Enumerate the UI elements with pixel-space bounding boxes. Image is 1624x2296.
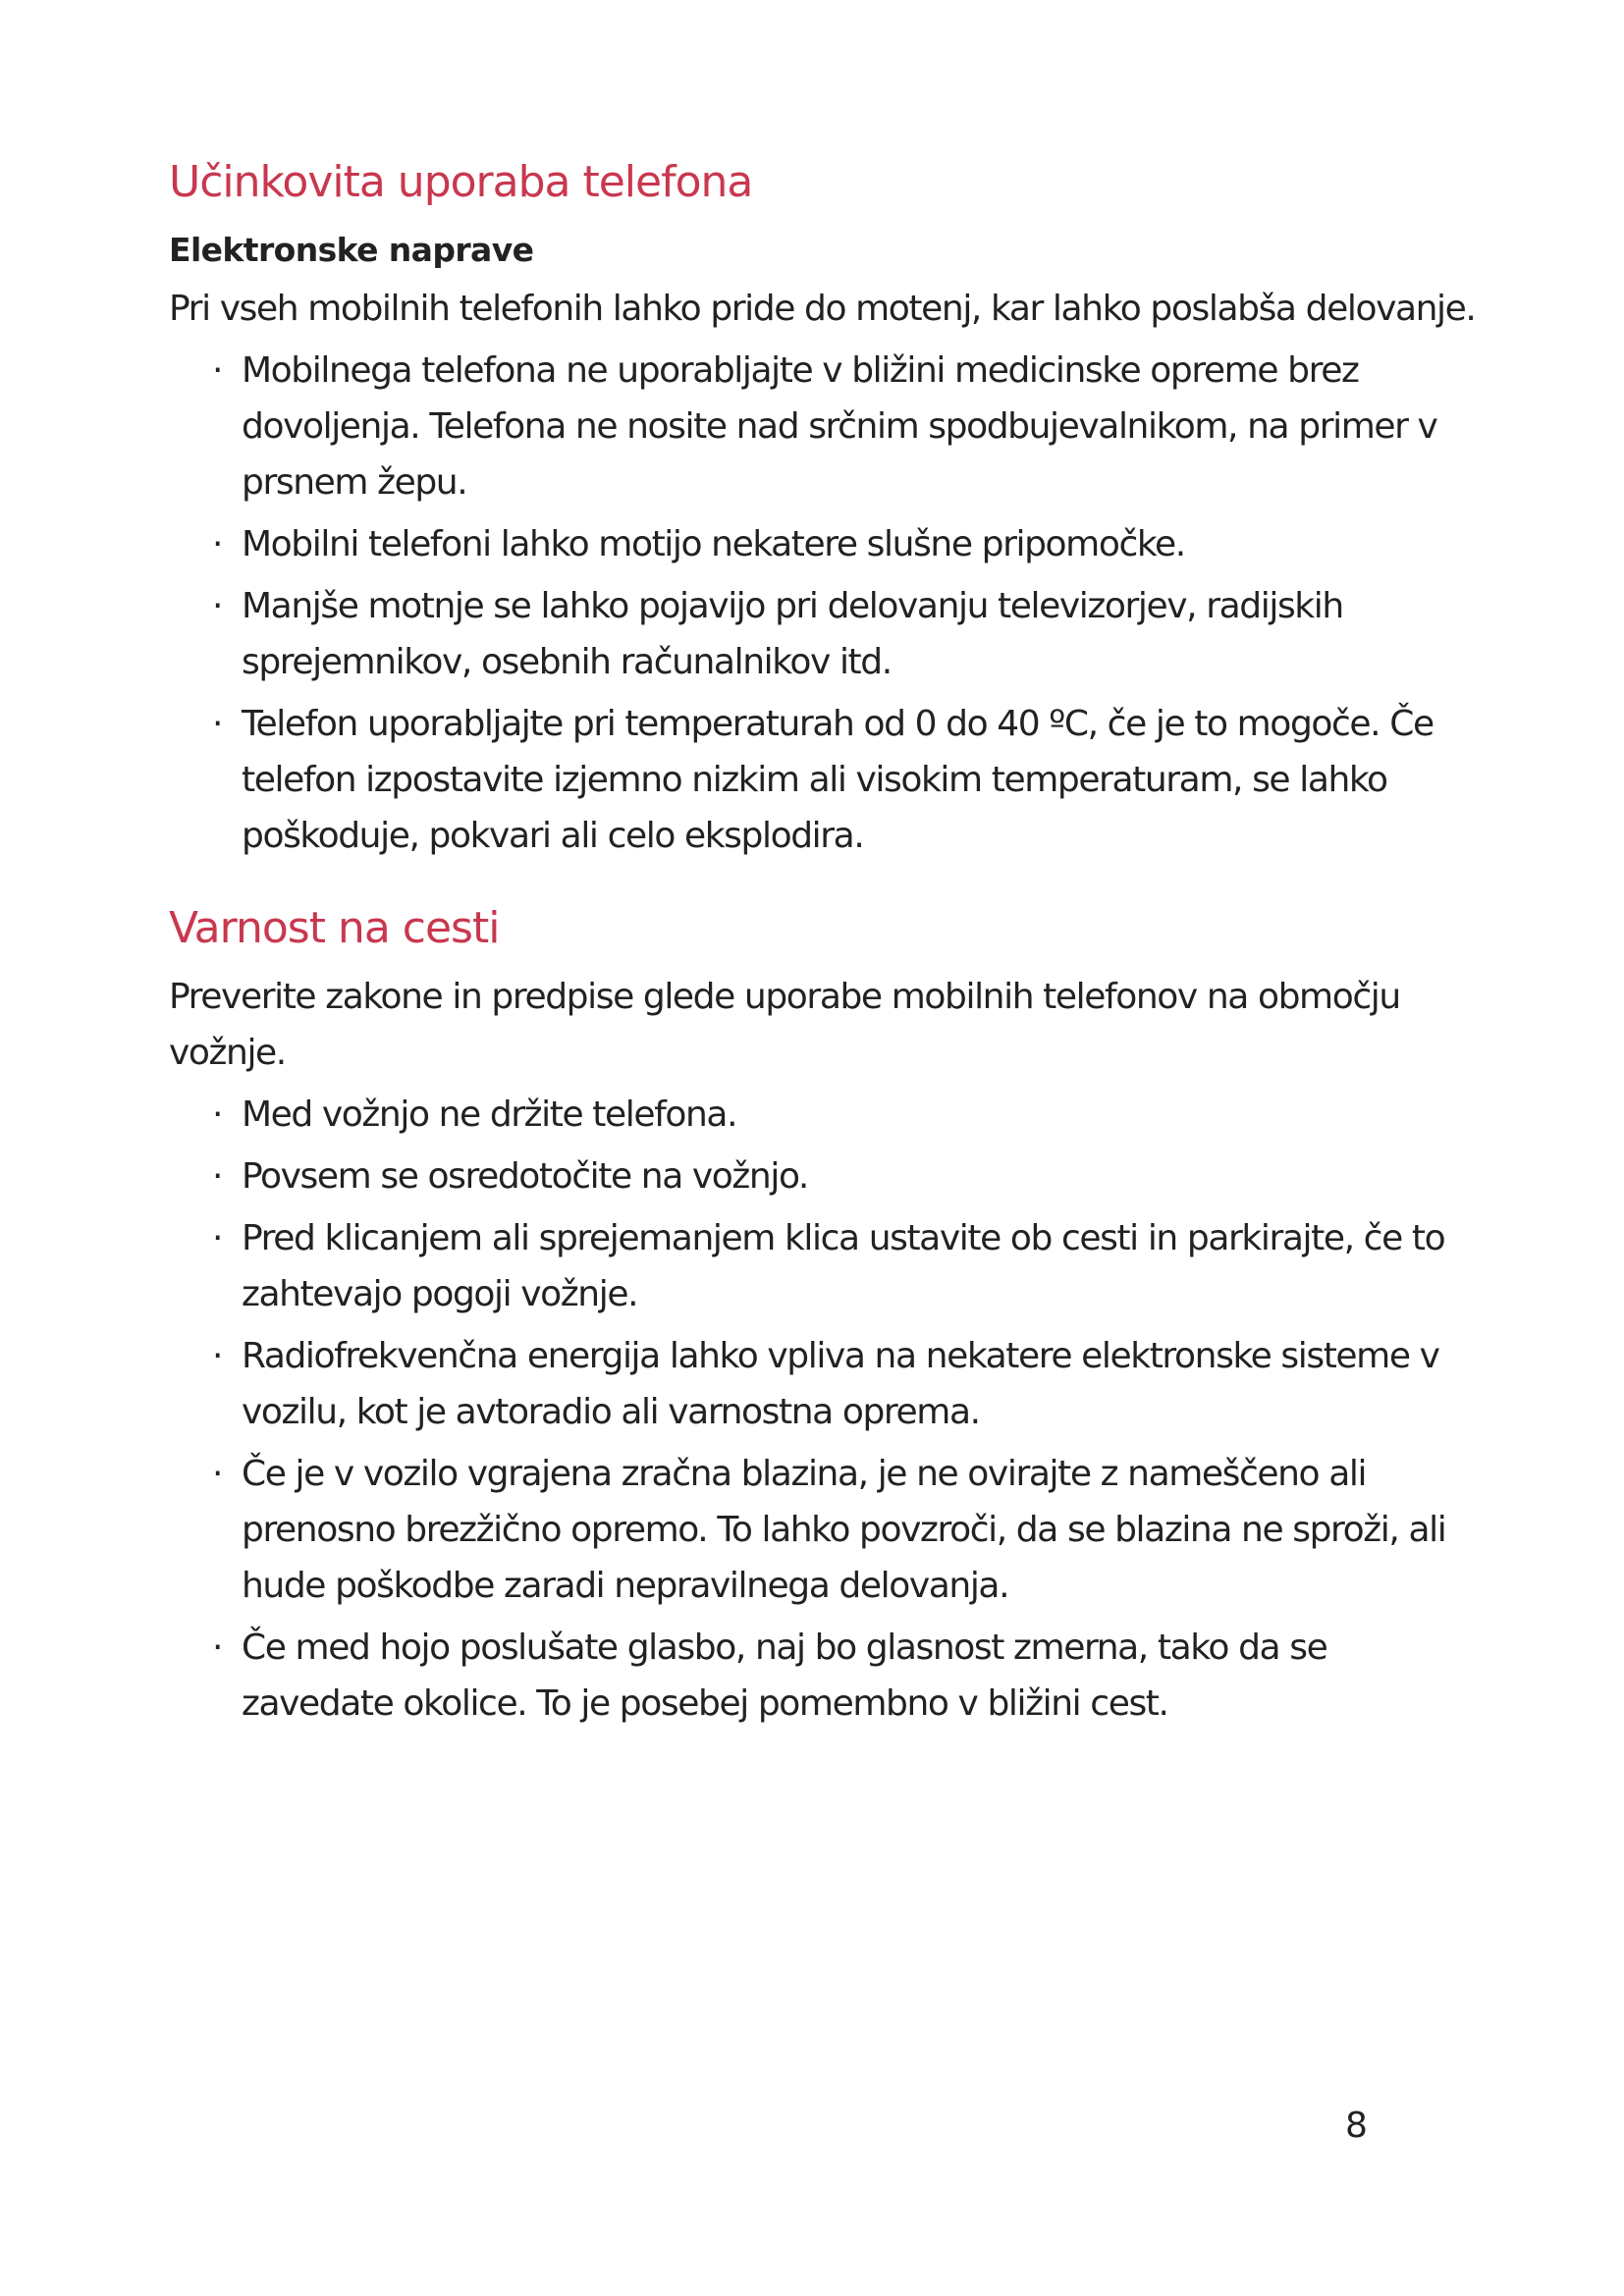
list-item: [169, 1620, 1485, 1732]
bullet-icon: ·: [212, 1156, 223, 1198]
list-item-text: Če med hojo poslušate glasbo, naj bo glasnost zmerna, tako da se zavedate okolice. To je posebej pomembno v bližini cest.: [242, 1628, 1327, 1725]
list-item-text: Telefon uporabljajte pri temperaturah od 0 do 40 ºC, če je to mogoče. Če telefon izpostavite izjemno nizkim ali visokim temperaturam, se lahko poškoduje, pokvari ali celo eksplodira.: [242, 704, 1434, 857]
page-content: [169, 157, 1485, 1737]
bullet-icon: ·: [212, 1095, 223, 1136]
list-item: [169, 1148, 1485, 1204]
list-item: [169, 516, 1485, 572]
section-title-road-safety: Varnost na cesti: [169, 903, 500, 954]
list-item-text: Mobilni telefoni lahko motijo nekatere slušne pripomočke.: [242, 524, 1185, 565]
list-item-text: Pred klicanjem ali sprejemanjem klica ustavite ob cesti in parkirajte, če to zahtevajo pogoji vožnje.: [242, 1218, 1445, 1315]
section-intro-efficient-use: Pri vseh mobilnih telefonih lahko pride do motenj, kar lahko poslabša delovanje.: [169, 289, 1476, 330]
bullet-icon: ·: [212, 1336, 223, 1377]
bullet-icon: ·: [212, 1218, 223, 1259]
list-item: [169, 1087, 1485, 1143]
list-item-text: Mobilnega telefona ne uporabljajte v bližini medicinske opreme brez dovoljenja. Telefona ne nosite nad srčnim spodbujevalnikom, na primer v prsnem žepu.: [242, 350, 1437, 504]
list-item-text: Povsem se osredotočite na vožnjo.: [242, 1156, 808, 1198]
list-item-text: Radiofrekvenčna energija lahko vpliva na nekatere elektronske sisteme v vozilu, kot je avtoradio ali varnostna oprema.: [242, 1336, 1439, 1433]
bullet-icon: ·: [212, 704, 223, 745]
list-item: [169, 578, 1485, 690]
page-number: 8: [1345, 2106, 1368, 2146]
section-title-efficient-use: Učinkovita uporaba telefona: [169, 157, 753, 207]
list-item: [169, 1446, 1485, 1614]
section-intro-road-safety: Preverite zakone in predpise glede uporabe mobilnih telefonov na območju vožnje.: [169, 977, 1400, 1074]
bullet-list-efficient-use: [169, 343, 1485, 864]
list-item-text: Med vožnjo ne držite telefona.: [242, 1095, 737, 1136]
list-item: [169, 696, 1485, 864]
bullet-icon: ·: [212, 524, 223, 565]
bullet-list-road-safety: [169, 1087, 1485, 1732]
bullet-icon: ·: [212, 350, 223, 392]
list-item: [169, 1210, 1485, 1322]
bullet-icon: ·: [212, 1454, 223, 1495]
list-item-text: Manjše motnje se lahko pojavijo pri delovanju televizorjev, radijskih sprejemnikov, osebnih računalnikov itd.: [242, 586, 1343, 683]
bullet-icon: ·: [212, 1628, 223, 1669]
list-item-text: Če je v vozilo vgrajena zračna blazina, je ne ovirajte z nameščeno ali prenosno brezžično opremo. To lahko povzroči, da se blazina ne sproži, ali hude poškodbe zaradi nepravilnega delovanja.: [242, 1454, 1446, 1607]
subsection-title-electronic-devices: Elektronske naprave: [169, 230, 534, 269]
list-item: [169, 343, 1485, 510]
list-item: [169, 1328, 1485, 1440]
bullet-icon: ·: [212, 586, 223, 627]
